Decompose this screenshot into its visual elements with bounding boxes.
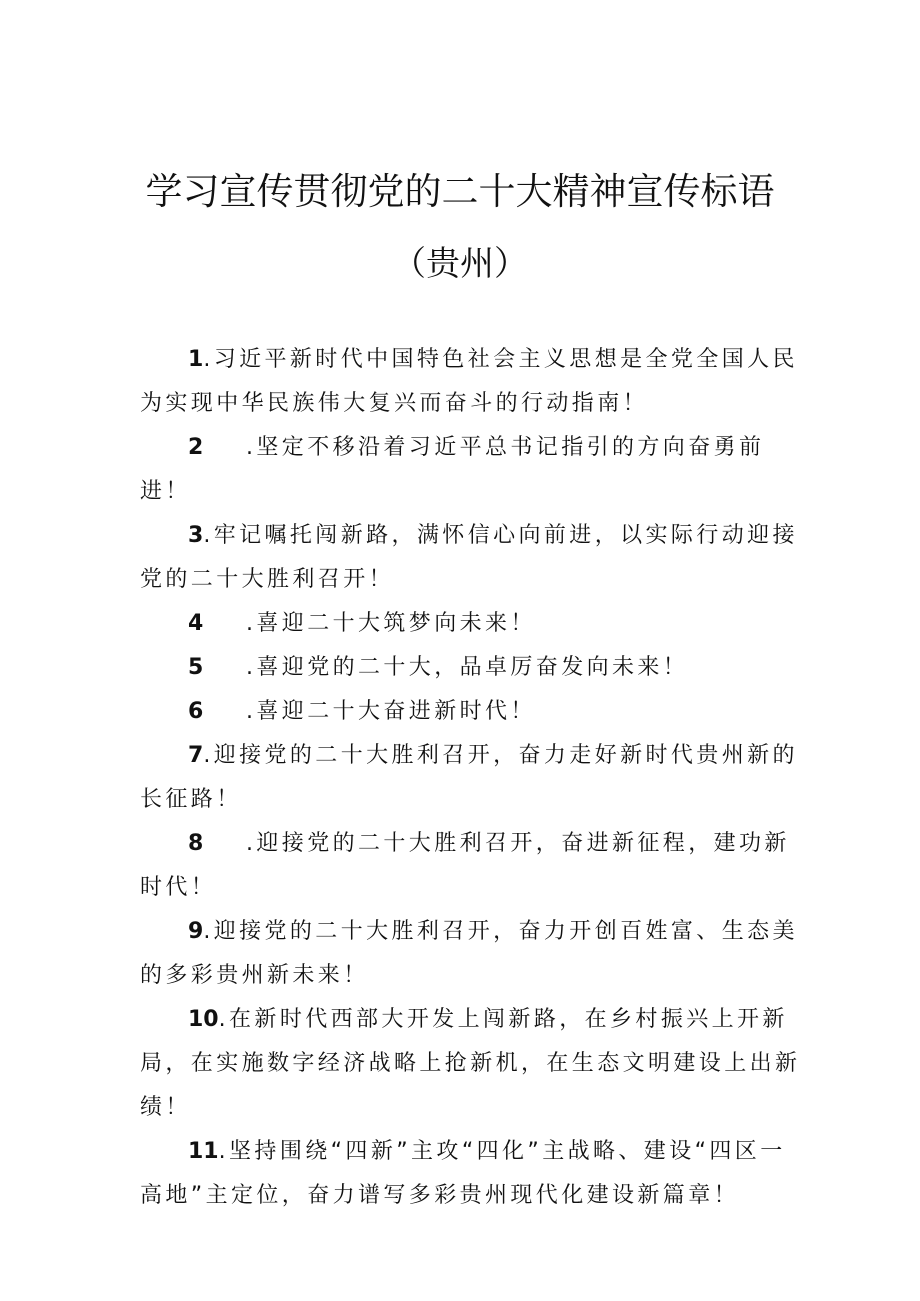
slogan-number: 11 <box>188 1139 219 1164</box>
slogan-text: .习近平新时代中国特色社会主义思想是全党全国人民为实现中华民族伟大复兴而奋斗的行动指南！ <box>140 347 798 416</box>
slogan-item <box>140 910 808 998</box>
slogan-number: 4 <box>188 611 204 636</box>
slogan-item <box>140 734 808 822</box>
slogan-item <box>140 602 808 646</box>
slogan-text: .迎接党的二十大胜利召开，奋力开创百姓富、生态美的多彩贵州新未来！ <box>140 919 798 988</box>
slogan-text: .牢记嘱托闯新路，满怀信心向前进，以实际行动迎接党的二十大胜利召开！ <box>140 523 798 592</box>
slogan-number: 7 <box>188 743 204 768</box>
document-subtitle: （贵州） <box>392 244 528 284</box>
slogan-text: .喜迎二十大奋进新时代！ <box>246 699 536 724</box>
slogan-item <box>140 1130 808 1218</box>
slogan-number: 2 <box>188 435 204 460</box>
slogan-number: 8 <box>188 831 204 856</box>
slogan-item <box>140 690 808 734</box>
slogan-item <box>140 822 808 910</box>
slogan-list <box>140 338 808 1218</box>
slogan-item <box>140 514 808 602</box>
slogan-number: 6 <box>188 699 204 724</box>
slogan-text: .喜迎党的二十大，品卓厉奋发向未来！ <box>246 655 689 680</box>
slogan-text: .坚定不移沿着习近平总书记指引的方向奋勇前进！ <box>140 435 765 504</box>
slogan-text: .坚持围绕“四新”主攻“四化”主战略、建设“四区一高地”主定位，奋力谱写多彩贵州现代化建设新篇章！ <box>140 1139 786 1208</box>
slogan-number: 1 <box>188 347 204 372</box>
slogan-item <box>140 646 808 690</box>
slogan-text: .迎接党的二十大胜利召开，奋力走好新时代贵州新的长征路！ <box>140 743 798 812</box>
slogan-text: .在新时代西部大开发上闯新路，在乡村振兴上开新局，在实施数字经济战略上抢新机，在生态文明建设上出新绩！ <box>140 1007 801 1120</box>
slogan-number: 5 <box>188 655 204 680</box>
slogan-number: 9 <box>188 919 204 944</box>
slogan-text: .喜迎二十大筑梦向未来！ <box>246 611 536 636</box>
slogan-item <box>140 998 808 1130</box>
slogan-number: 3 <box>188 523 204 548</box>
slogan-text: .迎接党的二十大胜利召开，奋进新征程，建功新时代！ <box>140 831 790 900</box>
slogan-item <box>140 426 808 514</box>
slogan-number: 10 <box>188 1007 219 1032</box>
document-title: 学习宣传贯彻党的二十大精神宣传标语 <box>145 170 775 213</box>
slogan-item <box>140 338 808 426</box>
